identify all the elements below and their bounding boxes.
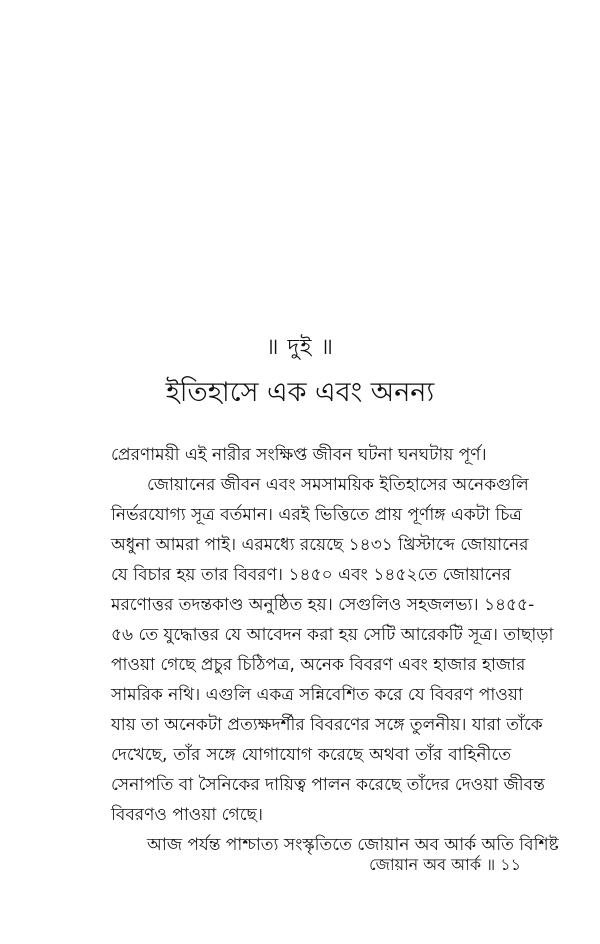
chapter-number: ॥ দুই ॥ (266, 335, 334, 360)
text-line: ৫৬ তে যুদ্ধোত্তর যে আবেদন করা হয় সেটি আরেকটি সূত্র। তাছাড়া (111, 625, 554, 645)
text-line: বিবরণও পাওয়া গেছে। (111, 805, 263, 825)
chapter-title: ইতিহাসে এক এবং অনন্য (165, 377, 435, 408)
text-line: প্রেরণাময়ী এই নারীর সংক্ষিপ্ত জীবন ঘটনা ঘনঘটায় পূর্ণ। (111, 445, 487, 465)
text-line: নির্ভরযোগ্য সূত্র বর্তমান। এরই ভিত্তিতে প্রায় পূর্ণাঙ্গ একটা চিত্র (111, 505, 522, 525)
text-line: মরণোত্তর তদন্তকাণ্ড অনুষ্ঠিত হয়। সেগুলিও সহজলভ্য। ১৪৫৫- (111, 595, 535, 615)
text-line: অধুনা আমরা পাই। এরমধ্যে রয়েছে ১৪৩১ খ্রিস্টাব্দে জোয়ানের (111, 535, 529, 555)
text-line: পাওয়া গেছে প্রচুর চিঠিপত্র, অনেক বিবরণ এবং হাজার হাজার (111, 655, 526, 675)
text-line: যায় তা অনেকটা প্রত্যক্ষদর্শীর বিবরণের সঙ্গে তুলনীয়। যারা তাঁকে (111, 715, 543, 735)
text-line: জোয়ানের জীবন এবং সমসাময়িক ইতিহাসের অনেকগুলি (147, 475, 529, 495)
text-line: সেনাপতি বা সৈনিকের দায়িত্ব পালন করেছে তাঁদের দেওয়া জীবন্ত (111, 775, 545, 795)
text-line: দেখেছে, তাঁর সঙ্গে যোগাযোগ করেছে অথবা তাঁর বাহিনীতে (111, 745, 511, 765)
body-text (111, 440, 559, 860)
text-line: যে বিচার হয় তার বিবরণ। ১৪৫০ এবং ১৪৫২তে জোয়ানের (111, 565, 511, 585)
text-line: আজ পর্যন্ত পাশ্চাত্য সংস্কৃতিতে জোয়ান অব আর্ক অতি বিশিষ্ট (147, 835, 559, 855)
text-line: সামরিক নথি। এগুলি একত্র সন্নিবেশিত করে যে বিবরণ পাওয়া (111, 685, 523, 705)
page-footer: জোয়ান অব আর্ক ॥ ১১ (369, 855, 521, 874)
